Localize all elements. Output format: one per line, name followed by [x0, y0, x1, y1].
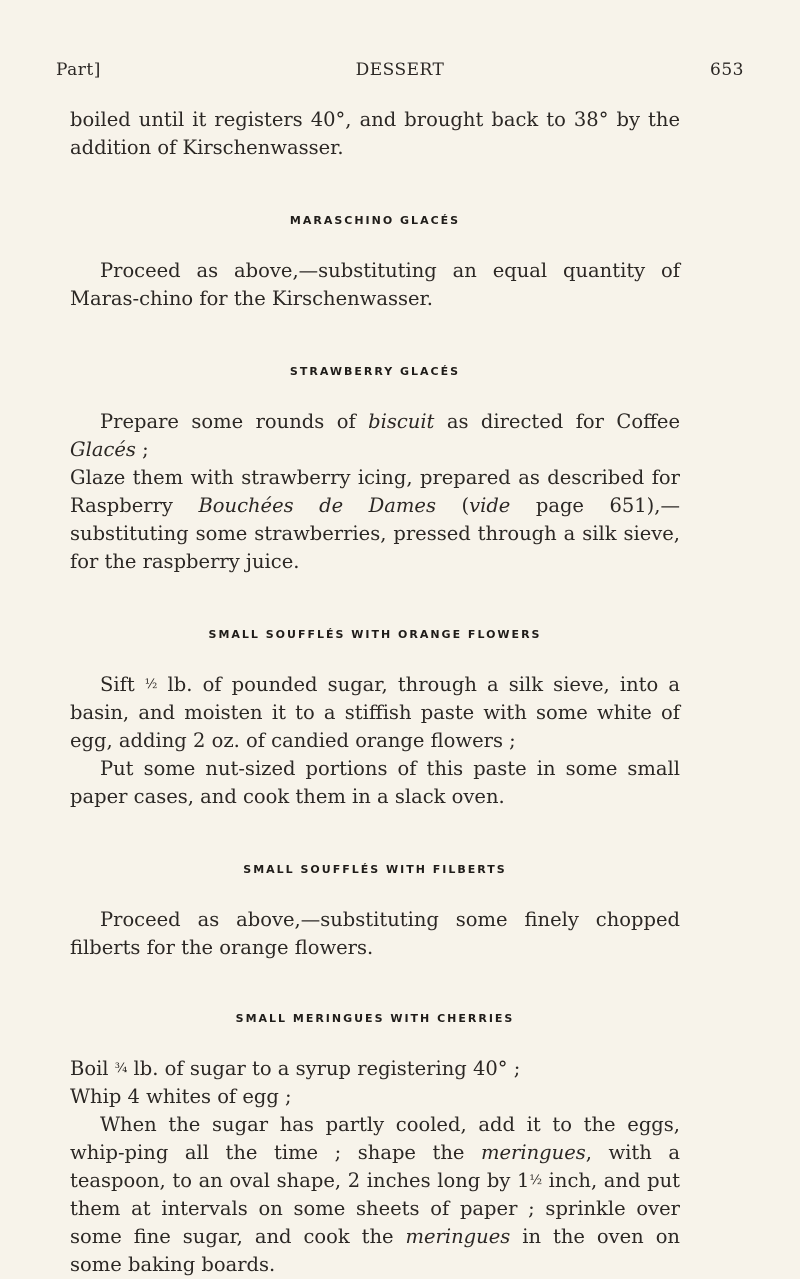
part-label: Part]	[56, 60, 101, 80]
page-number: 653	[710, 60, 744, 80]
cherries-paragraph-2: Whip 4 whites of egg ;	[70, 1085, 292, 1108]
text-run: page 651),—substituting some strawberries, pressed through a silk sieve, for the raspberry juice.	[70, 494, 680, 573]
filberts-paragraph: Proceed as above,—substituting some finely chopped filberts for the orange flowers.	[70, 908, 680, 959]
orange-paragraph-2: Put some nut-sized portions of this paste in some small paper cases, and cook them in a slack oven.	[70, 757, 680, 808]
italic-vide: vide	[469, 494, 511, 517]
italic-meringues: meringues	[481, 1141, 586, 1164]
text-run: lb. of pounded sugar, through a silk sieve, into a basin, and moisten it to a stiffish paste with some white of egg, adding 2 oz. of candied orange flowers ;	[70, 673, 680, 752]
fraction: ¾	[114, 1061, 128, 1076]
italic-meringues: meringues	[405, 1225, 511, 1248]
fraction: ½	[529, 1173, 543, 1188]
heading-souffles-filberts: SMALL SOUFFLÉS WITH FILBERTS	[243, 863, 507, 876]
text-run: (	[435, 494, 470, 517]
cherries-paragraph-3	[70, 1111, 680, 1279]
page-body	[70, 106, 680, 1279]
text-run: Prepare some rounds of	[100, 410, 369, 433]
intro-paragraph: boiled until it registers 40°, and brought back to 38° by the addition of Kirschenwasser.	[70, 108, 680, 159]
text-run: Sift	[100, 673, 145, 696]
italic-biscuit: biscuit	[368, 410, 435, 433]
orange-paragraph-1	[70, 671, 680, 755]
fraction: ½	[144, 677, 158, 692]
maraschino-paragraph: Proceed as above,—substituting an equal quantity of Maras-chino for the Kirschenwasser.	[70, 259, 680, 310]
text-run: lb. of sugar to a syrup registering 40° ;	[127, 1057, 521, 1080]
text-run: in the oven on some baking boards.	[70, 1225, 680, 1276]
text-run: When the sugar has partly cooled, add it to the eggs, whip-ping all the time ; shape the	[70, 1113, 680, 1164]
strawberry-paragraph-2	[70, 464, 680, 576]
text-run: inch, and put them at intervals on some sheets of paper ; sprinkle over some fine sugar, and cook the	[70, 1169, 680, 1248]
heading-meringues-cherries: SMALL MERINGUES WITH CHERRIES	[235, 1012, 515, 1025]
text-run: as directed for Coffee	[434, 410, 680, 433]
italic-bouchees-de-dames: Bouchées de Dames	[198, 494, 436, 517]
italic-glaces: Glacés	[70, 438, 136, 461]
heading-maraschino-glaces: MARASCHINO GLACÉS	[289, 214, 461, 227]
cherries-paragraph-1	[70, 1055, 680, 1083]
running-head	[56, 60, 744, 84]
chapter-title: DESSERT	[355, 60, 445, 80]
strawberry-paragraph-1	[70, 408, 680, 464]
text-run: , with a teaspoon, to an oval shape, 2 inches long by 1	[70, 1141, 680, 1192]
text-run: ;	[135, 438, 149, 461]
text-run: Glaze them with strawberry icing, prepared as described for Raspberry	[70, 466, 680, 517]
heading-souffles-orange-flowers: SMALL SOUFFLÉS WITH ORANGE FLOWERS	[208, 628, 542, 641]
heading-strawberry-glaces: STRAWBERRY GLACÉS	[289, 365, 461, 378]
text-run: Boil	[70, 1057, 115, 1080]
